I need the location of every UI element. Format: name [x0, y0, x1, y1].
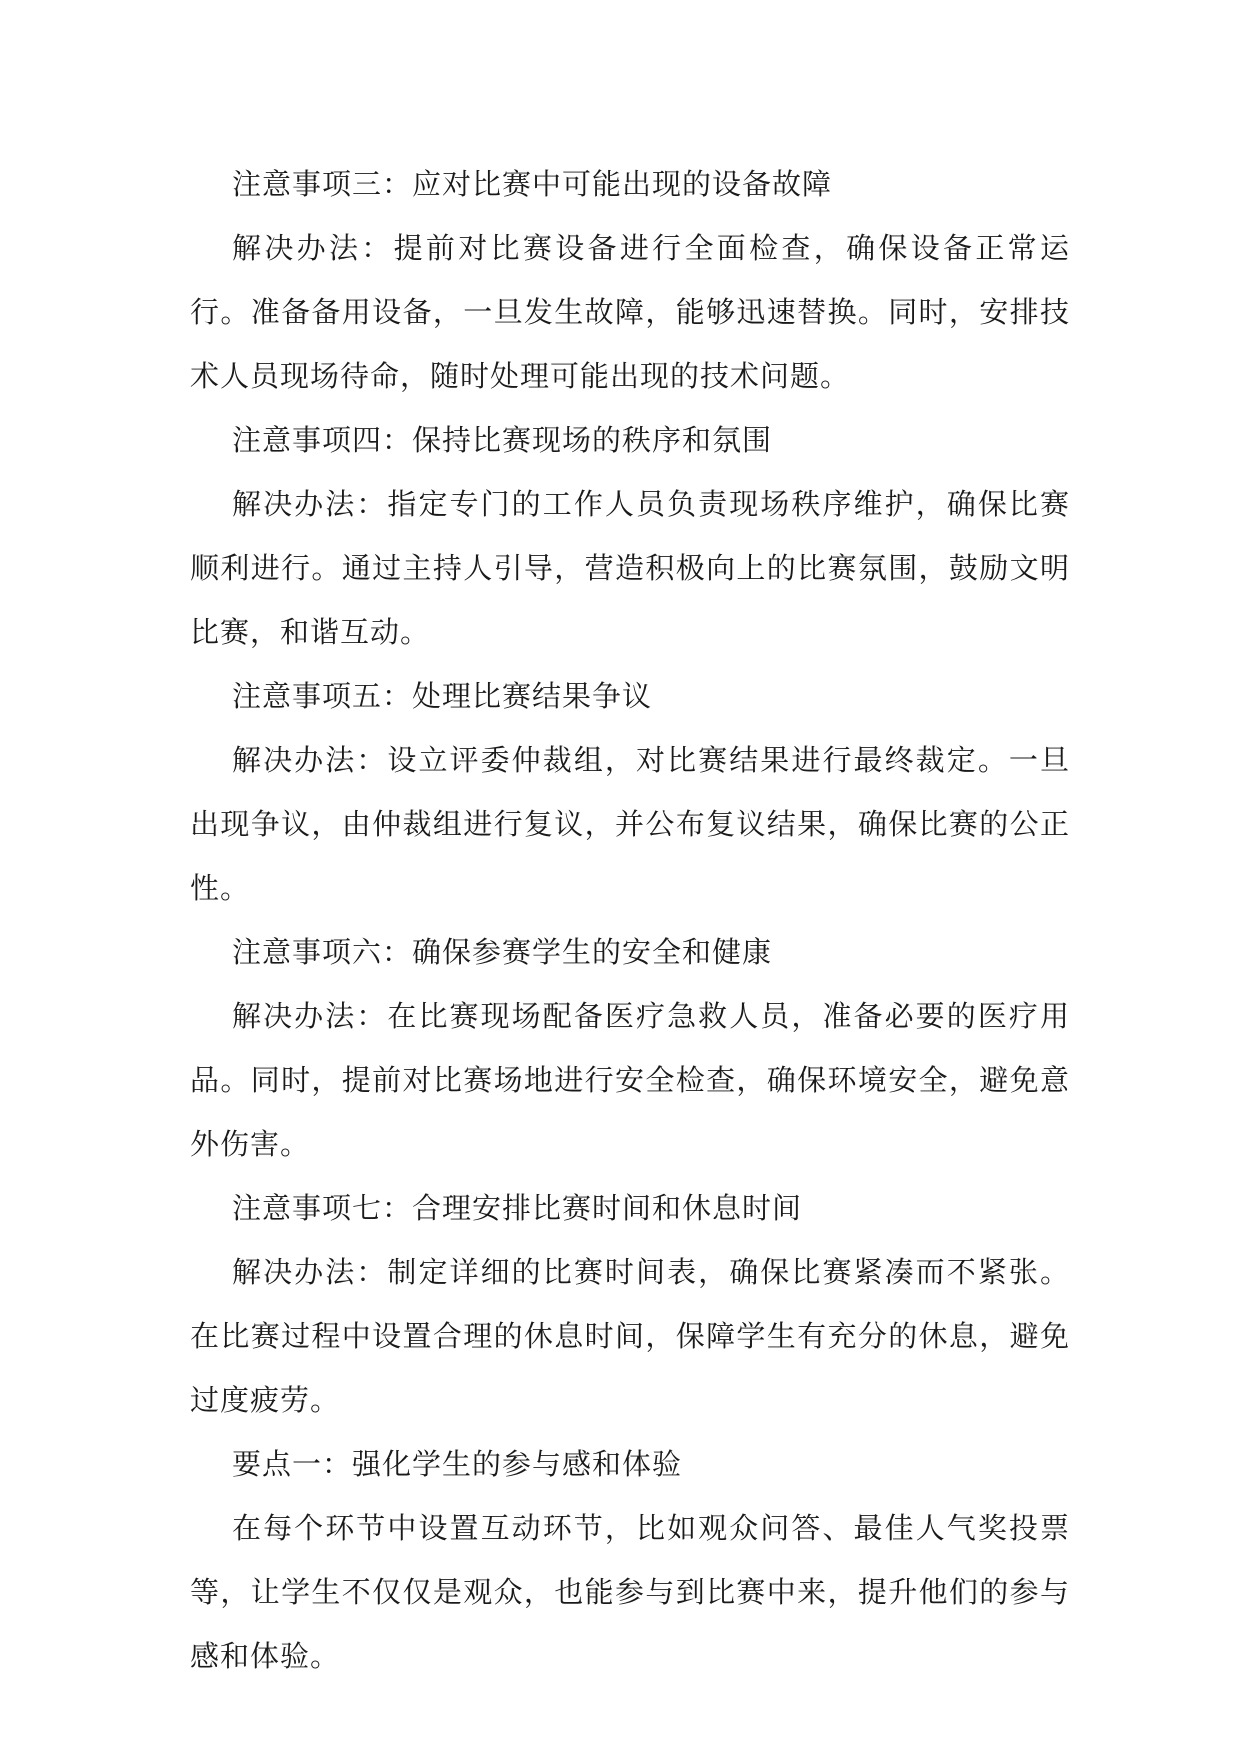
solution-paragraph-item-4: 解决办法：指定专门的工作人员负责现场秩序维护，确保比赛顺利进行。通过主持人引导，营造积极向上的比赛氛围，鼓励文明比赛，和谐互动。	[190, 487, 1070, 649]
solution-paragraph-item-5: 解决办法：设立评委仲裁组，对比赛结果进行最终裁定。一旦出现争议，由仲裁组进行复议，并公布复议结果，确保比赛的公正性。	[190, 743, 1070, 905]
section-heading-item-5: 注意事项五：处理比赛结果争议	[232, 679, 653, 713]
key-point-heading-1: 要点一：强化学生的参与感和体验	[232, 1447, 683, 1481]
solution-paragraph-item-3: 解决办法：提前对比赛设备进行全面检查，确保设备正常运行。准备备用设备，一旦发生故障，能够迅速替换。同时，安排技术人员现场待命，随时处理可能出现的技术问题。	[190, 231, 1070, 393]
solution-paragraph-item-7: 解决办法：制定详细的比赛时间表，确保比赛紧凑而不紧张。在比赛过程中设置合理的休息时间，保障学生有充分的休息，避免过度疲劳。	[190, 1255, 1070, 1417]
section-heading-item-7: 注意事项七：合理安排比赛时间和休息时间	[232, 1191, 803, 1225]
section-heading-item-4: 注意事项四：保持比赛现场的秩序和氛围	[232, 423, 773, 457]
section-heading-item-3: 注意事项三：应对比赛中可能出现的设备故障	[232, 167, 833, 201]
section-heading-item-6: 注意事项六：确保参赛学生的安全和健康	[232, 935, 773, 969]
key-point-paragraph-1: 在每个环节中设置互动环节，比如观众问答、最佳人气奖投票等，让学生不仅仅是观众，也能参与到比赛中来，提升他们的参与感和体验。	[190, 1511, 1070, 1673]
solution-paragraph-item-6: 解决办法：在比赛现场配备医疗急救人员，准备必要的医疗用品。同时，提前对比赛场地进行安全检查，确保环境安全，避免意外伤害。	[190, 999, 1070, 1161]
document-body	[190, 152, 1070, 1688]
